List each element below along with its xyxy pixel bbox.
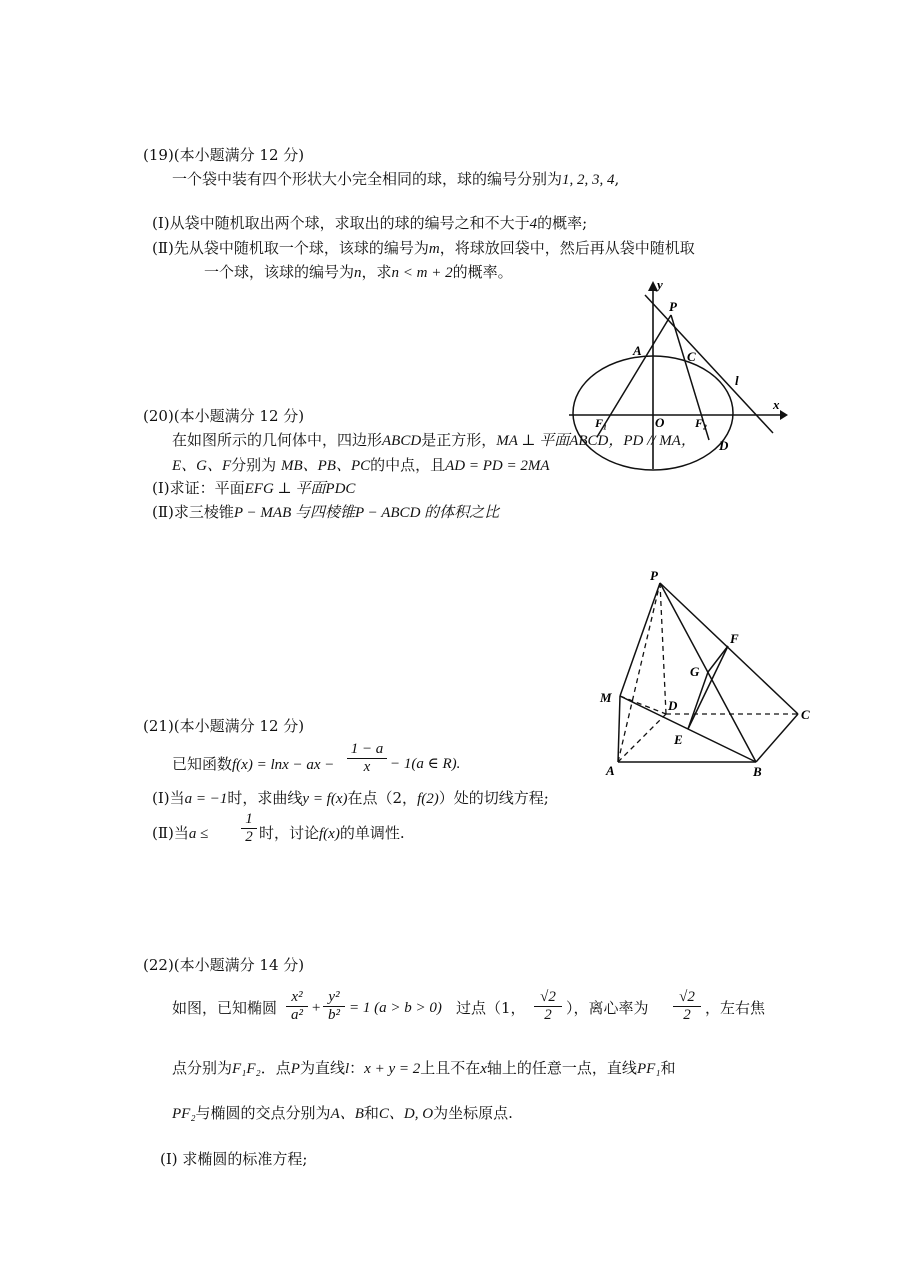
- edge-BC: [756, 714, 798, 762]
- label-P: P: [669, 299, 677, 314]
- hidden-AP: [618, 583, 660, 762]
- edge-EG: [688, 672, 708, 729]
- label-D: D: [668, 698, 678, 713]
- label-P: P: [650, 568, 658, 583]
- q22-line3: PF₂与椭圆的交点分别为A、B和C、D, O为坐标原点.: [172, 1104, 513, 1122]
- label-E: E: [674, 732, 683, 747]
- q19-heading: (19)(本小题满分 12 分): [143, 146, 305, 164]
- label-C: C: [687, 349, 696, 364]
- q21-part1: (Ⅰ)当a = −1时，求曲线y = f(x)在点（2，f(2)）处的切线方程;: [152, 789, 549, 807]
- ellipse-rest: = 1 (a > b > 0): [349, 1000, 442, 1016]
- label-x: x: [773, 397, 780, 412]
- label-F1: F₁: [595, 416, 608, 430]
- label-B: B: [753, 764, 762, 779]
- hidden-PD: [660, 583, 666, 714]
- edge-PM: [620, 583, 660, 696]
- edge-EF: [688, 646, 728, 729]
- q19-part2-cont: 一个球，该球的编号为n，求n < m + 2的概率。: [204, 263, 513, 281]
- x-axis-arrow: [780, 410, 788, 420]
- q19-part2: (Ⅱ)先从袋中随机取一个球，该球的编号为m，将球放回袋中，然后再从袋中随机取: [152, 239, 695, 257]
- q21-part2-b: 时，讨论f(x)的单调性.: [259, 824, 405, 842]
- q22-line1-a: 如图，已知椭圆: [172, 999, 278, 1017]
- q21-half-fraction: $\frac{1}{2}$: [241, 811, 257, 846]
- label-D: D: [719, 438, 729, 453]
- eccentricity-fraction: $\frac{√2}{2}$: [673, 989, 701, 1024]
- q21-heading: (21)(本小题满分 12 分): [143, 717, 305, 735]
- label-M: M: [600, 690, 612, 705]
- edge-PC: [660, 583, 798, 714]
- q19-part1: (Ⅰ)从袋中随机取出两个球，求取出的球的编号之和不大于4的概率;: [152, 214, 588, 232]
- q21-stem-tail: − 1(a ∈ R).: [390, 756, 461, 772]
- q20-part2: (Ⅱ)求三棱锥P − MAB 与四棱锥P − ABCD 的体积之比: [152, 503, 500, 521]
- q22-heading: (22)(本小题满分 14 分): [143, 956, 305, 974]
- q20-stem-line1: 在如图所示的几何体中，四边形ABCD是正方形，MA ⊥ 平面ABCD，PD // MA，: [172, 431, 696, 449]
- q22-part1: (Ⅰ) 求椭圆的标准方程;: [160, 1150, 308, 1168]
- label-A: A: [633, 343, 642, 358]
- label-C: C: [801, 707, 810, 722]
- solid-figure: [598, 568, 818, 783]
- q21-stem: 已知函数f(x) = lnx − ax −: [172, 755, 335, 773]
- point-y-fraction: $\frac{√2}{2}$: [534, 989, 562, 1024]
- q21-part2-a: (Ⅱ)当a ≤: [152, 824, 209, 842]
- line-l: [645, 295, 773, 433]
- q21-fraction: $\frac{1 - a}{x}$: [347, 741, 387, 776]
- label-F2: F₂: [695, 416, 708, 430]
- q22-line2: 点分别为F₁F₂．点P为直线l：x + y = 2上且不在x轴上的任意一点，直线PF₁和: [172, 1059, 676, 1077]
- label-A: A: [606, 763, 615, 778]
- ball-numbers: 1, 2, 3, 4: [562, 172, 615, 188]
- label-y: y: [657, 277, 663, 292]
- q19-stem: 一个袋中装有四个形状大小完全相同的球，球的编号分别为1, 2, 3, 4,: [172, 170, 620, 188]
- label-F: F: [730, 631, 739, 646]
- label-O: O: [655, 415, 665, 430]
- label-G: G: [690, 664, 700, 679]
- q20-part1: (Ⅰ)求证：平面EFG ⊥ 平面PDC: [152, 479, 356, 497]
- q20-stem-line2: E、G、F分别为 MB、PB、PC的中点，且AD = PD = 2MA: [172, 456, 550, 474]
- label-l: l: [735, 373, 739, 388]
- hidden-AD: [618, 714, 666, 762]
- q20-heading: (20)(本小题满分 12 分): [143, 407, 305, 425]
- ellipse-x-term: $\frac{\text{x²}}{\text{a²}}$: [286, 989, 308, 1024]
- ellipse-y-term: $\frac{\text{y²}}{\text{b²}}$: [323, 989, 345, 1024]
